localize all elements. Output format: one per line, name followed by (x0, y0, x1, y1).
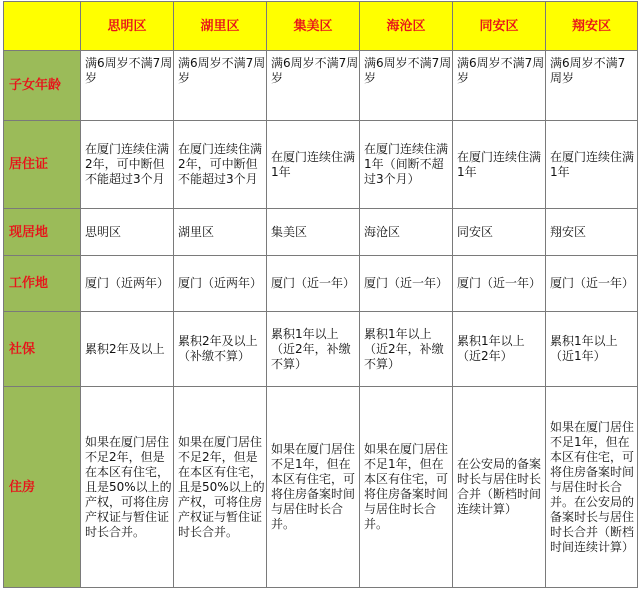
row-label: 工作地 (4, 256, 81, 312)
table-cell: 翔安区 (546, 209, 638, 256)
row-housing (4, 387, 638, 588)
table-cell: 满6周岁不满7周岁 (546, 51, 638, 121)
district-header: 集美区 (267, 2, 360, 51)
table-cell: 厦门（近一年） (453, 256, 546, 312)
table-cell: 满6周岁不满7周岁 (453, 51, 546, 121)
table-cell: 如果在厦门居住不足1年，但在本区有住宅，可将住房备案时间与居住时长合并。 (267, 387, 360, 588)
table-cell: 在厦门连续住满2年，可中断但不能超过3个月 (174, 121, 267, 209)
district-header: 翔安区 (546, 2, 638, 51)
row-residence-permit (4, 121, 638, 209)
table-cell: 如果在厦门居住不足1年，但在本区有住宅，可将住房备案时间与居住时长合并。在公安局的备案时长与居住时长合并（断档时间连续计算） (546, 387, 638, 588)
table-cell: 厦门（近两年） (81, 256, 174, 312)
table-cell: 如果在厦门居住不足2年，但是在本区有住宅，且是50%以上的产权，可将住房产权证与暂住证时长合并。 (174, 387, 267, 588)
table-cell: 厦门（近一年） (267, 256, 360, 312)
row-workplace (4, 256, 638, 312)
district-header: 思明区 (81, 2, 174, 51)
district-header: 湖里区 (174, 2, 267, 51)
row-label: 住房 (4, 387, 81, 588)
table-cell: 思明区 (81, 209, 174, 256)
table-cell: 累积2年及以上 (81, 312, 174, 387)
table-cell: 在厦门连续住满1年（间断不超过3个月） (360, 121, 453, 209)
row-current-residence (4, 209, 638, 256)
table-cell: 同安区 (453, 209, 546, 256)
table-cell: 满6周岁不满7周岁 (81, 51, 174, 121)
row-label: 现居地 (4, 209, 81, 256)
row-label: 社保 (4, 312, 81, 387)
table-cell: 湖里区 (174, 209, 267, 256)
table-cell: 在公安局的备案时长与居住时长合并（断档时间连续计算） (453, 387, 546, 588)
table-cell: 在厦门连续住满1年 (267, 121, 360, 209)
table-cell: 厦门（近一年） (546, 256, 638, 312)
table-cell: 厦门（近一年） (360, 256, 453, 312)
table-cell: 累积1年以上（近2年，补缴不算） (267, 312, 360, 387)
table-cell: 累积2年及以上（补缴不算） (174, 312, 267, 387)
row-label: 子女年龄 (4, 51, 81, 121)
header-row (4, 2, 638, 51)
table-cell: 如果在厦门居住不足2年，但是在本区有住宅，且是50%以上的产权，可将住房产权证与暂住证时长合并。 (81, 387, 174, 588)
table-cell: 满6周岁不满7周岁 (360, 51, 453, 121)
table-cell: 在厦门连续住满2年，可中断但不能超过3个月 (81, 121, 174, 209)
row-child-age (4, 51, 638, 121)
table-cell: 累积1年以上（近2年） (453, 312, 546, 387)
table-cell: 在厦门连续住满1年 (453, 121, 546, 209)
corner-cell (4, 2, 81, 51)
row-label: 居住证 (4, 121, 81, 209)
table-cell: 厦门（近两年） (174, 256, 267, 312)
district-header: 同安区 (453, 2, 546, 51)
table-cell: 如果在厦门居住不足1年，但在本区有住宅，可将住房备案时间与居住时长合并。 (360, 387, 453, 588)
requirements-table (3, 1, 638, 588)
row-social-security (4, 312, 638, 387)
table-cell: 集美区 (267, 209, 360, 256)
table-cell: 满6周岁不满7周岁 (267, 51, 360, 121)
table-cell: 海沧区 (360, 209, 453, 256)
table-cell: 满6周岁不满7周岁 (174, 51, 267, 121)
table-cell: 累积1年以上（近2年，补缴不算） (360, 312, 453, 387)
district-header: 海沧区 (360, 2, 453, 51)
table-cell: 在厦门连续住满1年 (546, 121, 638, 209)
table-cell: 累积1年以上（近1年） (546, 312, 638, 387)
